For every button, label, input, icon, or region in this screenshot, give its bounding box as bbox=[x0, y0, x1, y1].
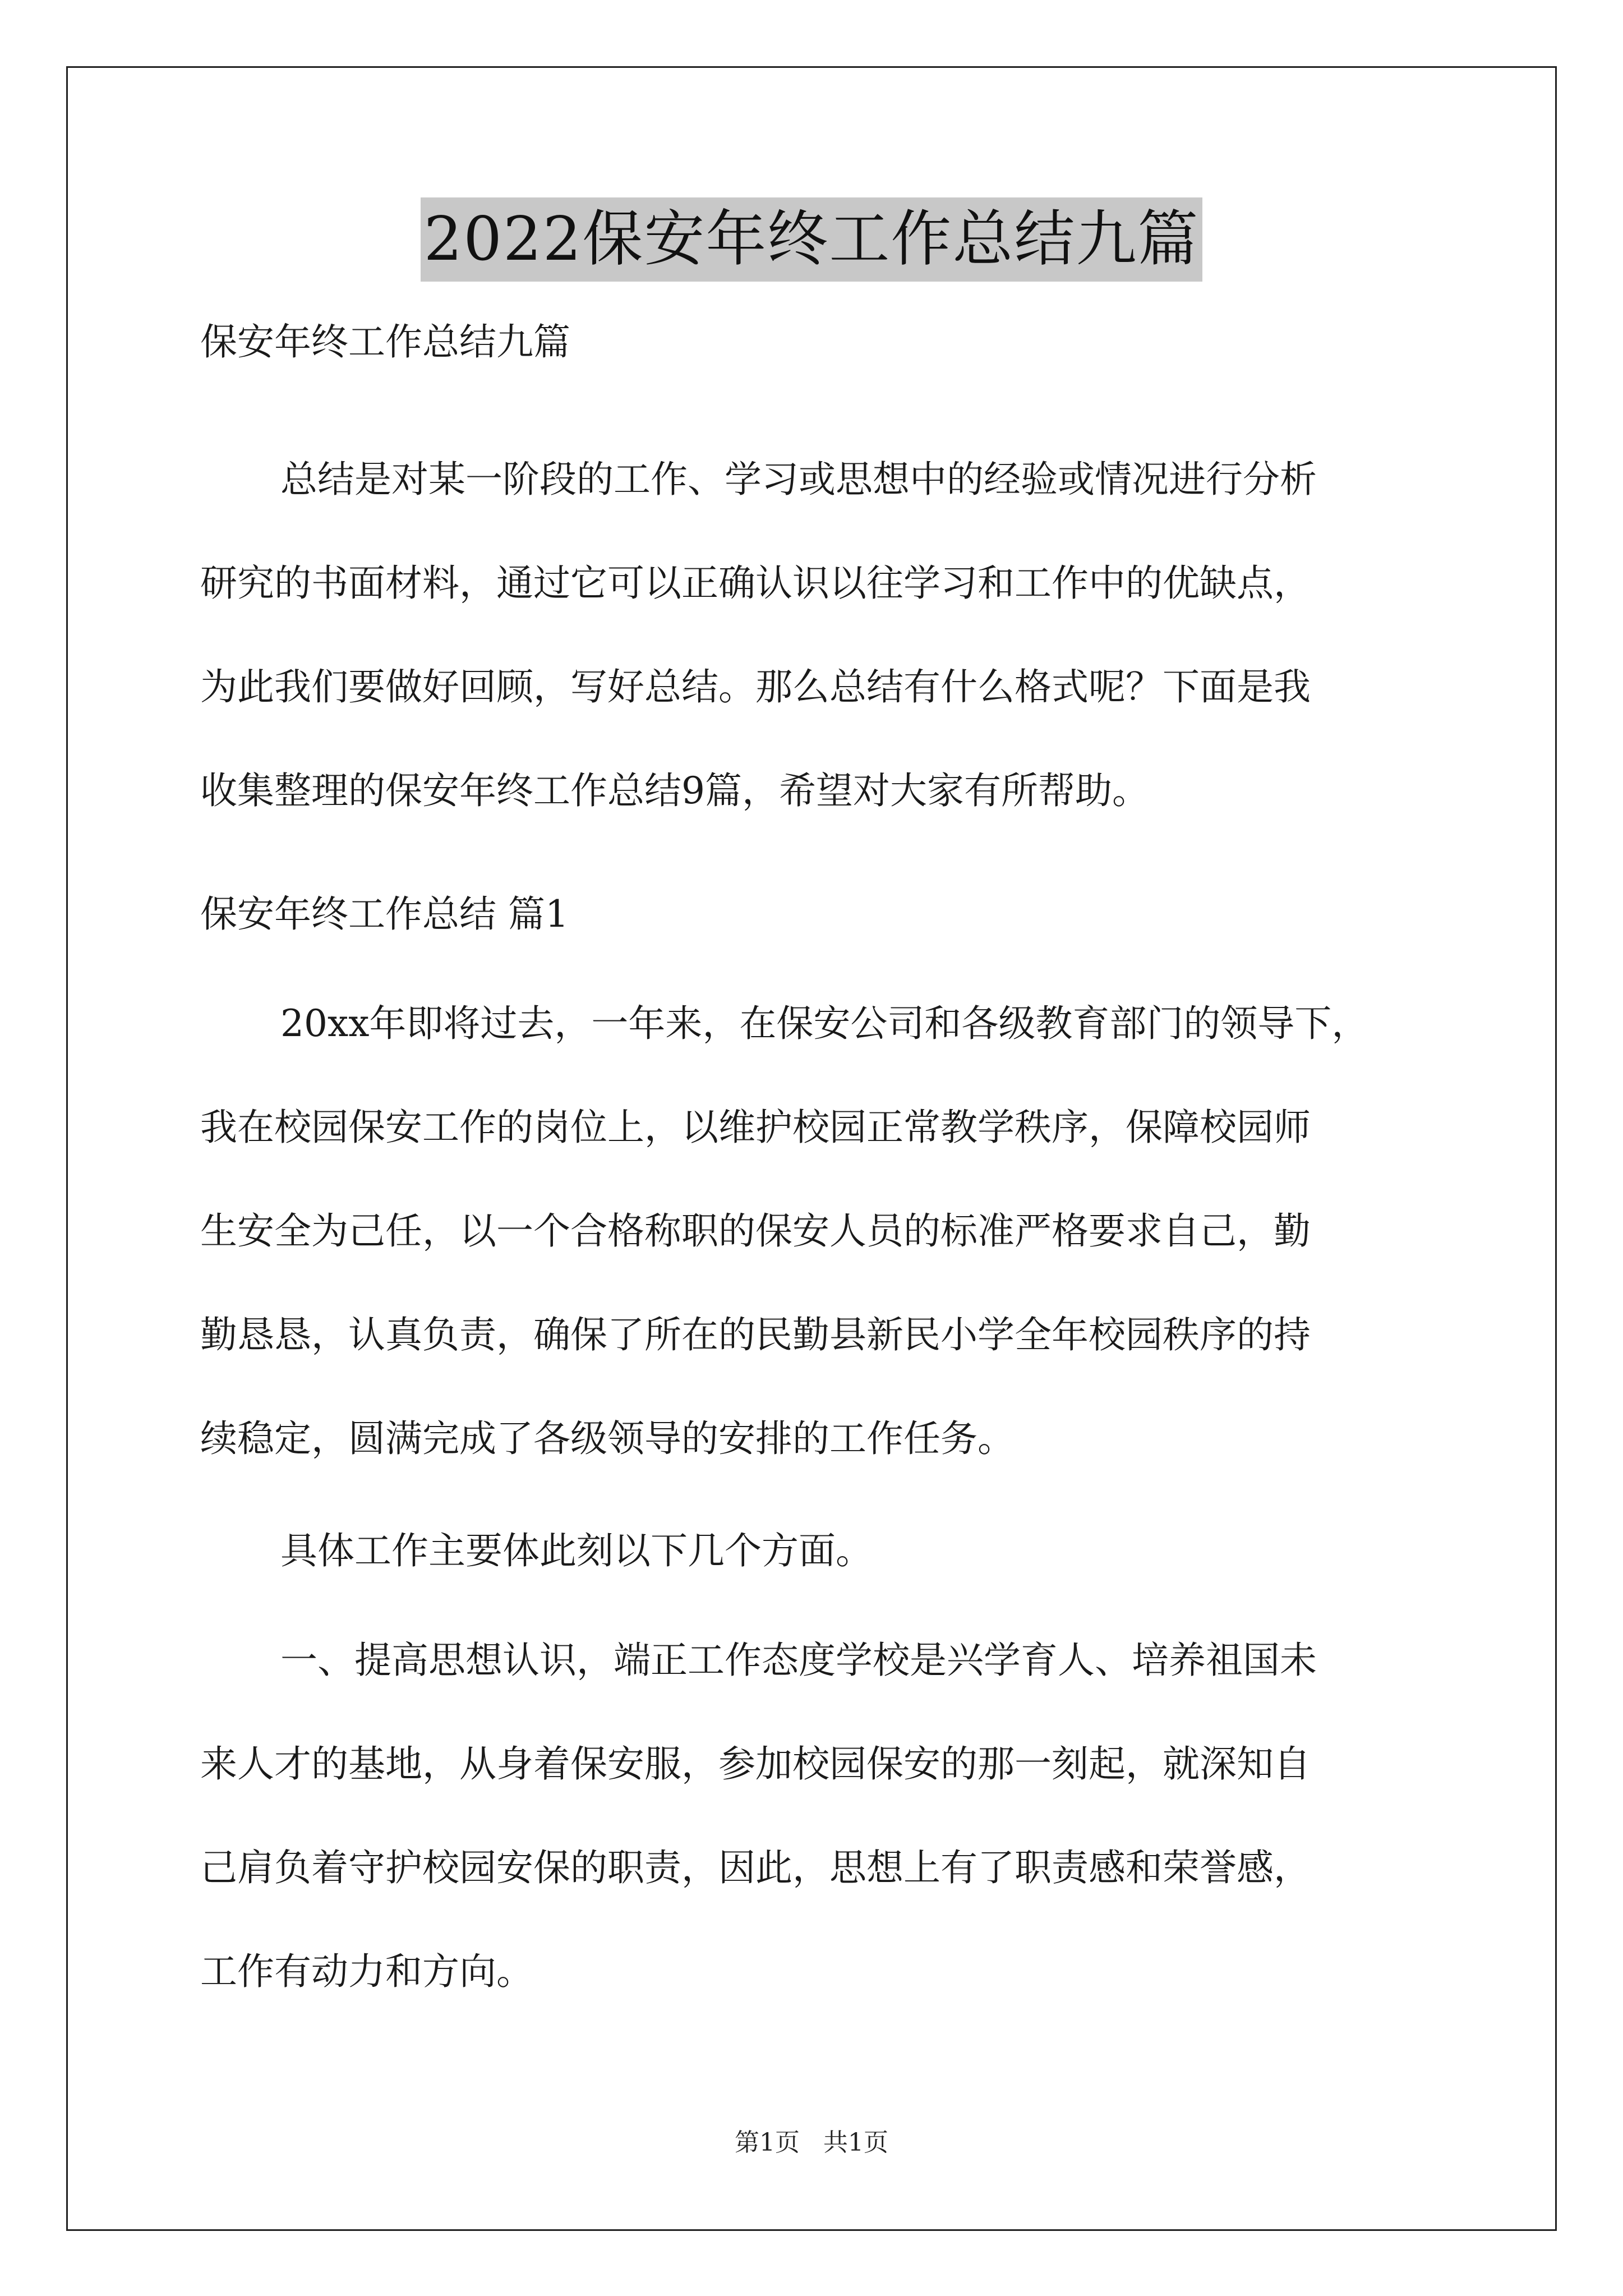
paragraph-line: 勤恳恳，认真负责，确保了所在的民勤县新民小学全年校园秩序的持 bbox=[200, 1313, 1311, 1356]
page-footer bbox=[0, 2126, 1623, 2160]
section-heading: 保安年终工作总结 篇1 bbox=[200, 892, 569, 936]
document-title: 2022保安年终工作总结九篇 bbox=[421, 197, 1203, 282]
paragraph-line: 收集整理的保安年终工作总结9篇，希望对大家有所帮助。 bbox=[200, 769, 1149, 812]
paragraph-line: 续稳定，圆满完成了各级领导的安排的工作任务。 bbox=[200, 1417, 1015, 1460]
paragraph-line: 研究的书面材料，通过它可以正确认识以往学习和工作中的优缺点， bbox=[200, 562, 1311, 605]
subtitle-line: 保安年终工作总结九篇 bbox=[200, 320, 570, 364]
paragraph-line: 我在校园保安工作的岗位上，以维护校园正常教学秩序，保障校园师 bbox=[200, 1106, 1311, 1149]
title-container bbox=[0, 197, 1623, 282]
paragraph-line: 生安全为己任，以一个合格称职的保安人员的标准严格要求自己，勤 bbox=[200, 1209, 1311, 1253]
paragraph-line: 己肩负着守护校园安保的职责，因此，思想上有了职责感和荣誉感， bbox=[200, 1846, 1311, 1889]
page-total: 共1页 bbox=[823, 2128, 888, 2157]
paragraph-line: 为此我们要做好回顾，写好总结。那么总结有什么格式呢？下面是我 bbox=[200, 665, 1311, 708]
paragraph-line: 20xx年即将过去，一年来，在保安公司和各级教育部门的领导下， bbox=[280, 1002, 1369, 1045]
paragraph-line: 来人才的基地，从身着保安服，参加校园保安的那一刻起，就深知自 bbox=[200, 1742, 1311, 1786]
paragraph-line: 一、提高思想认识，端正工作态度学校是兴学育人、培养祖国未 bbox=[280, 1639, 1317, 1682]
paragraph-line: 工作有动力和方向。 bbox=[200, 1950, 533, 1993]
page-number: 第1页 bbox=[735, 2128, 800, 2157]
paragraph-line: 总结是对某一阶段的工作、学习或思想中的经验或情况进行分析 bbox=[280, 458, 1317, 501]
paragraph-line: 具体工作主要体此刻以下几个方面。 bbox=[280, 1529, 873, 1572]
